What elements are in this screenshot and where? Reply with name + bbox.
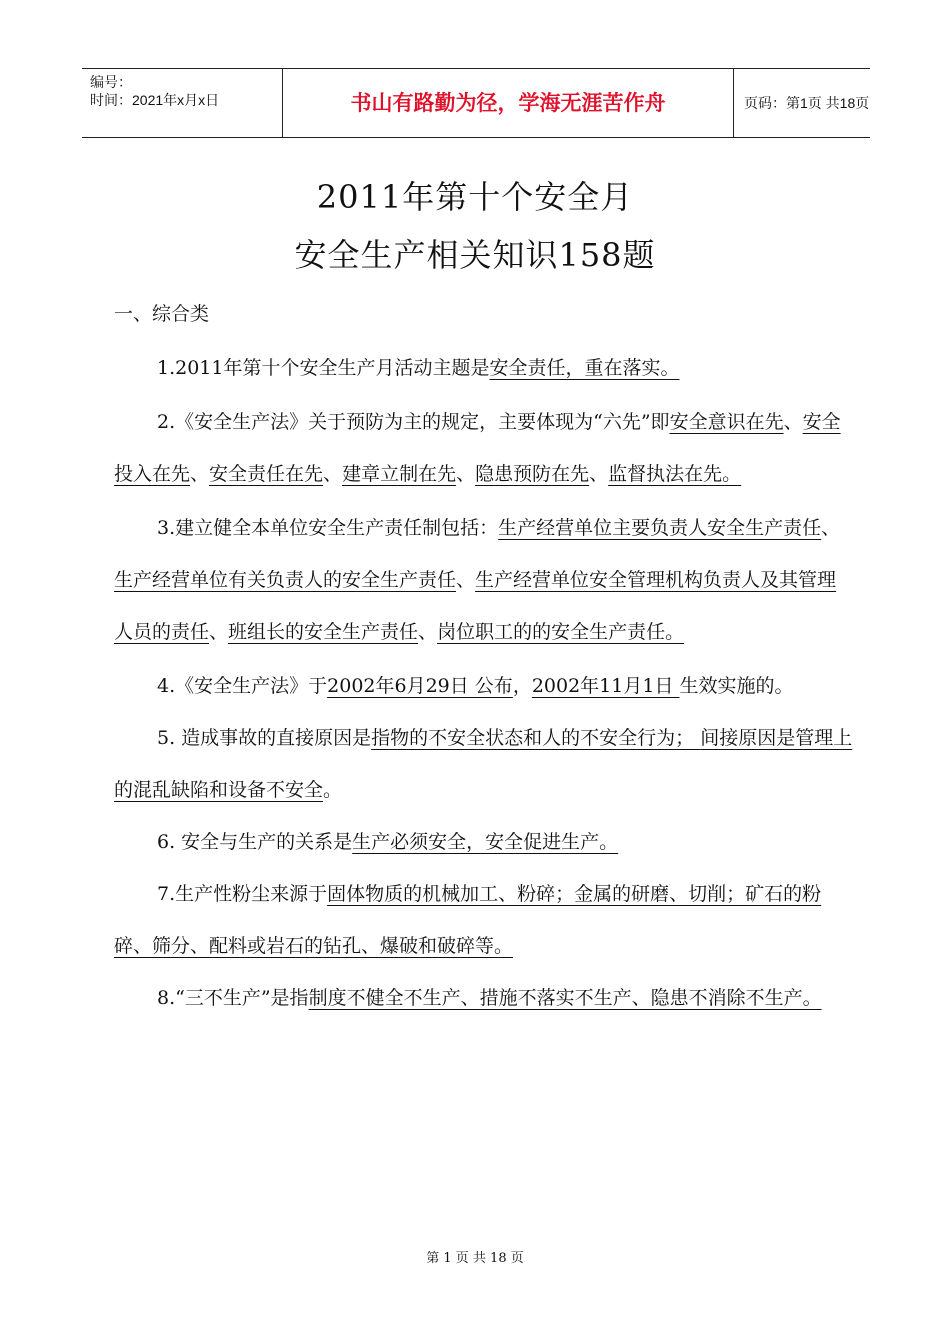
q4-answer-1: 2002年6月29日 公布 — [327, 675, 513, 697]
q3-answer-3: 生产经营单位安全管理机构负责人及其管理人员的责任 — [114, 569, 837, 643]
q6-lead: 6. 安全与生产的关系是 — [157, 831, 353, 853]
q6-answer: 生产必须安全，安全促进生产。 — [352, 831, 619, 853]
q3-lead: 3.建立健全本单位安全生产责任制包括： — [157, 517, 499, 539]
title-line-1: 2011年第十个安全月 — [316, 178, 634, 216]
question-2 — [114, 396, 854, 500]
q2-answer-3: 安全责任在先 — [209, 463, 324, 485]
document-header — [82, 68, 870, 138]
q2-sep: 、 — [323, 463, 343, 485]
q2-sep: 、 — [456, 463, 476, 485]
title-line-2: 安全生产相关知识158题 — [294, 236, 656, 274]
q3-answer-2: 生产经营单位有关负责人的安全生产责任 — [114, 569, 457, 591]
q1-lead: 1.2011年第十个安全生产月活动主题是 — [157, 357, 490, 379]
q8-answer: 制度不健全不生产、措施不落实不生产、隐患不消除不生产。 — [308, 987, 822, 1009]
q2-sep: 、 — [783, 411, 803, 433]
q2-answer-1: 安全意识在先 — [669, 411, 784, 433]
question-7 — [114, 868, 854, 972]
q5-answer-1: 指物的不安全状态和人的不安全行为； — [371, 727, 701, 749]
question-5 — [114, 712, 854, 816]
q2-answer-6: 监督执法在先。 — [608, 463, 742, 485]
q7-lead: 7.生产性粉尘来源于 — [157, 883, 328, 905]
q4-answer-2: 2002年11月1日 — [531, 675, 680, 697]
q2-sep: 、 — [190, 463, 210, 485]
q2-answer-5: 隐患预防在先 — [475, 463, 590, 485]
q2-answer-2: 安全投入在先 — [114, 411, 841, 485]
date-label: 时间：2021年x月x日 — [90, 92, 220, 108]
q8-lead: 8.“三不生产”是指 — [157, 987, 309, 1009]
q2-lead: 2.《安全生产法》关于预防为主的规定，主要体现为“六先”即 — [157, 411, 670, 433]
section-heading: 一、综合类 — [114, 303, 210, 325]
q3-answer-1: 生产经营单位主要负责人安全生产责任 — [498, 517, 822, 539]
document-body — [114, 288, 854, 1024]
q3-answer-4: 班组长的安全生产责任 — [228, 621, 419, 643]
q7-answer: 固体物质的机械加工、粉碎；金属的研磨、切削；矿石的粉碎、筛分、配料或岩石的钻孔、爆破和破碎等。 — [114, 883, 822, 957]
header-motto: 书山有路勤为径，学海无涯苦作舟 — [282, 69, 734, 137]
q3-sep: 、 — [821, 517, 841, 539]
question-4 — [114, 660, 854, 712]
q3-sep: 、 — [418, 621, 438, 643]
question-3 — [114, 502, 854, 658]
q1-answer: 安全责任，重在落实。 — [489, 357, 680, 379]
question-6 — [114, 816, 854, 868]
q3-sep: 、 — [456, 569, 476, 591]
q4-tail: 生效实施的。 — [679, 675, 794, 697]
question-8 — [114, 972, 854, 1024]
q2-sep: 、 — [589, 463, 609, 485]
q3-sep: 、 — [209, 621, 229, 643]
q4-mid: ， — [512, 675, 532, 697]
page-footer: 第 1 页 共 18 页 — [426, 1251, 524, 1266]
q2-answer-4: 建章立制在先 — [342, 463, 457, 485]
code-label: 编号： — [90, 74, 132, 90]
q5-lead: 5. 造成事故的直接原因是 — [157, 727, 372, 749]
question-1 — [114, 342, 854, 394]
q5-tail: 。 — [323, 779, 343, 801]
header-page-label: 页码：第1页 共18页 — [744, 95, 870, 111]
header-meta — [82, 69, 282, 137]
q4-lead: 4.《安全生产法》于 — [157, 675, 328, 697]
q5-answer-2: 间接原因是管理上的混乱缺陷和设备不安全 — [114, 727, 853, 801]
q3-answer-5: 岗位职工的的安全生产责任。 — [437, 621, 685, 643]
